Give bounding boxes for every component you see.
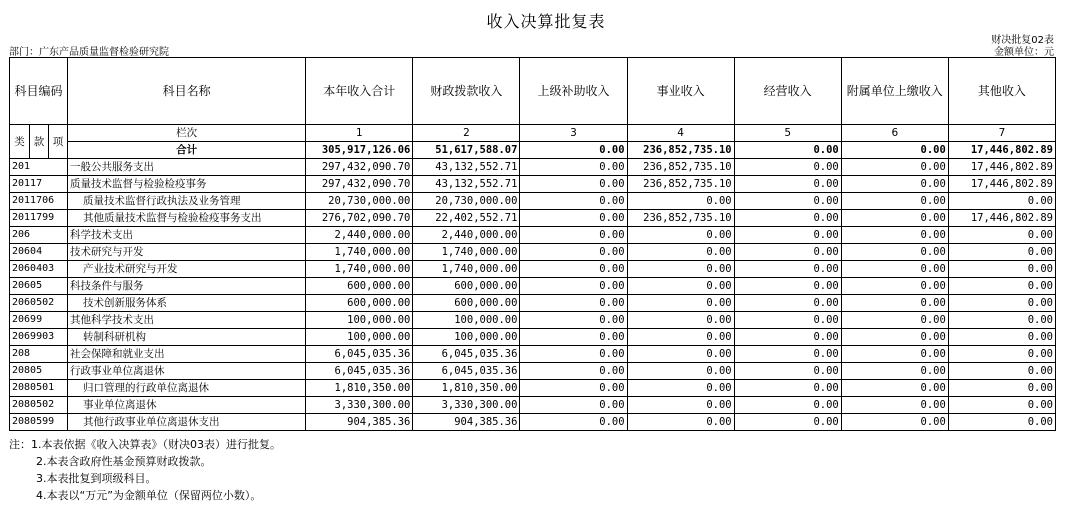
row-value: 0.00 [520, 414, 627, 431]
row-value: 236,852,735.10 [627, 210, 734, 227]
row-value: 0.00 [841, 312, 948, 329]
row-value: 0.00 [841, 363, 948, 380]
row-value: 0.00 [734, 227, 841, 244]
row-value: 0.00 [734, 380, 841, 397]
row-code: 2080501 [10, 380, 68, 397]
row-value: 20,730,000.00 [306, 193, 413, 210]
row-value: 0.00 [627, 414, 734, 431]
row-value: 904,385.36 [413, 414, 520, 431]
row-value: 0.00 [520, 312, 627, 329]
row-code: 2080502 [10, 397, 68, 414]
row-value: 0.00 [627, 312, 734, 329]
row-value: 6,045,035.36 [306, 346, 413, 363]
row-value: 100,000.00 [413, 312, 520, 329]
row-value: 0.00 [841, 176, 948, 193]
row-value: 0.00 [948, 261, 1055, 278]
colnum-3: 3 [520, 125, 627, 142]
row-code: 2080599 [10, 414, 68, 431]
row-value: 0.00 [520, 176, 627, 193]
header-xiang: 项 [49, 125, 68, 159]
row-value: 1,740,000.00 [413, 244, 520, 261]
header-col-7: 其他收入 [948, 58, 1055, 125]
row-value: 0.00 [841, 159, 948, 176]
row-name: 其他质量技术监督与检验检疫事务支出 [68, 210, 306, 227]
row-value: 43,132,552.71 [413, 176, 520, 193]
row-value: 0.00 [948, 193, 1055, 210]
row-code: 20699 [10, 312, 68, 329]
row-code: 20117 [10, 176, 68, 193]
row-value: 20,730,000.00 [413, 193, 520, 210]
header-name: 科目名称 [68, 58, 306, 125]
row-value: 43,132,552.71 [413, 159, 520, 176]
row-value: 904,385.36 [306, 414, 413, 431]
row-value: 0.00 [948, 244, 1055, 261]
row-value: 2,440,000.00 [306, 227, 413, 244]
row-value: 0.00 [841, 329, 948, 346]
department-label: 部门：广东产品质量监督检验研究院 [9, 47, 169, 58]
row-value: 236,852,735.10 [627, 176, 734, 193]
row-value: 276,702,090.70 [306, 210, 413, 227]
row-name: 科学技术支出 [68, 227, 306, 244]
row-code: 20605 [10, 278, 68, 295]
header-row [10, 58, 1056, 125]
total-value: 236,852,735.10 [627, 142, 734, 159]
row-code: 2069903 [10, 329, 68, 346]
total-value: 305,917,126.06 [306, 142, 413, 159]
row-code: 2011706 [10, 193, 68, 210]
row-value: 0.00 [520, 295, 627, 312]
row-value: 600,000.00 [306, 278, 413, 295]
table-row [10, 397, 1056, 414]
row-value: 0.00 [627, 397, 734, 414]
row-value: 0.00 [734, 210, 841, 227]
page-title: 收入决算批复表 [486, 12, 606, 31]
row-name: 转制科研机构 [68, 329, 306, 346]
footnote: 2.本表含政府性基金预算财政拨款。 [36, 455, 212, 468]
row-value: 1,740,000.00 [413, 261, 520, 278]
row-value: 0.00 [948, 329, 1055, 346]
row-value: 0.00 [948, 312, 1055, 329]
row-value: 297,432,090.70 [306, 159, 413, 176]
table-row [10, 295, 1056, 312]
row-name: 归口管理的行政单位离退休 [68, 380, 306, 397]
table-row [10, 363, 1056, 380]
row-value: 0.00 [948, 295, 1055, 312]
row-name: 其他科学技术支出 [68, 312, 306, 329]
row-value: 0.00 [734, 312, 841, 329]
row-value: 0.00 [627, 346, 734, 363]
row-value: 0.00 [734, 414, 841, 431]
row-value: 0.00 [520, 397, 627, 414]
row-value: 0.00 [948, 397, 1055, 414]
revenue-approval-table [9, 57, 1056, 431]
row-code: 20805 [10, 363, 68, 380]
row-name: 技术研究与开发 [68, 244, 306, 261]
row-value: 0.00 [734, 193, 841, 210]
header-col-3: 上级补助收入 [520, 58, 627, 125]
row-value: 0.00 [948, 227, 1055, 244]
row-value: 0.00 [841, 261, 948, 278]
row-value: 0.00 [948, 414, 1055, 431]
row-value: 0.00 [627, 329, 734, 346]
row-name: 质量技术监督与检验检疫事务 [68, 176, 306, 193]
header-col-1: 本年收入合计 [306, 58, 413, 125]
row-value: 0.00 [520, 210, 627, 227]
row-value: 17,446,802.89 [948, 176, 1055, 193]
row-value: 0.00 [841, 397, 948, 414]
row-name: 科技条件与服务 [68, 278, 306, 295]
row-value: 0.00 [734, 244, 841, 261]
row-value: 100,000.00 [306, 312, 413, 329]
row-code: 2060502 [10, 295, 68, 312]
total-value: 51,617,588.07 [413, 142, 520, 159]
row-name: 质量技术监督行政执法及业务管理 [68, 193, 306, 210]
row-value: 0.00 [734, 363, 841, 380]
table-row [10, 244, 1056, 261]
row-value: 0.00 [841, 414, 948, 431]
row-value: 0.00 [734, 159, 841, 176]
table-row [10, 312, 1056, 329]
row-code: 201 [10, 159, 68, 176]
row-value: 2,440,000.00 [413, 227, 520, 244]
row-value: 0.00 [520, 159, 627, 176]
total-value: 17,446,802.89 [948, 142, 1055, 159]
table-row [10, 193, 1056, 210]
total-label: 合计 [68, 142, 306, 159]
table-row [10, 261, 1056, 278]
row-value: 0.00 [841, 380, 948, 397]
row-value: 297,432,090.70 [306, 176, 413, 193]
row-name: 行政事业单位离退休 [68, 363, 306, 380]
row-value: 600,000.00 [413, 295, 520, 312]
row-value: 0.00 [841, 227, 948, 244]
table-row [10, 278, 1056, 295]
row-name: 一般公共服务支出 [68, 159, 306, 176]
row-value: 0.00 [841, 346, 948, 363]
row-value: 0.00 [627, 295, 734, 312]
row-code: 2011799 [10, 210, 68, 227]
row-value: 0.00 [734, 397, 841, 414]
row-code: 20604 [10, 244, 68, 261]
row-code: 208 [10, 346, 68, 363]
row-value: 0.00 [520, 363, 627, 380]
header-lei: 类 [10, 125, 30, 159]
unit-label: 金额单位：元 [994, 47, 1054, 58]
row-value: 0.00 [520, 261, 627, 278]
row-value: 22,402,552.71 [413, 210, 520, 227]
row-value: 0.00 [520, 227, 627, 244]
row-value: 0.00 [734, 261, 841, 278]
row-value: 0.00 [520, 278, 627, 295]
table-row [10, 159, 1056, 176]
row-value: 0.00 [627, 261, 734, 278]
row-value: 0.00 [734, 295, 841, 312]
row-value: 0.00 [734, 278, 841, 295]
header-code: 科目编码 [10, 58, 68, 125]
colnum-4: 4 [627, 125, 734, 142]
table-row [10, 329, 1056, 346]
row-value: 0.00 [520, 329, 627, 346]
row-value: 600,000.00 [306, 295, 413, 312]
row-value: 6,045,035.36 [413, 346, 520, 363]
footnote: 4.本表以“万元”为金额单位（保留两位小数）。 [36, 489, 262, 502]
footnotes [9, 436, 281, 504]
total-row [10, 142, 1056, 159]
table-row [10, 227, 1056, 244]
row-code: 2060403 [10, 261, 68, 278]
row-value: 0.00 [627, 193, 734, 210]
row-name: 技术创新服务体系 [68, 295, 306, 312]
row-value: 0.00 [520, 380, 627, 397]
header-col-2: 财政拨款收入 [413, 58, 520, 125]
colnum-2: 2 [413, 125, 520, 142]
header-kuan: 款 [30, 125, 49, 159]
row-value: 0.00 [841, 278, 948, 295]
row-value: 0.00 [734, 176, 841, 193]
row-value: 0.00 [627, 380, 734, 397]
row-value: 0.00 [520, 193, 627, 210]
row-value: 1,740,000.00 [306, 261, 413, 278]
row-name: 事业单位离退休 [68, 397, 306, 414]
row-value: 0.00 [520, 244, 627, 261]
row-value: 0.00 [627, 278, 734, 295]
row-value: 100,000.00 [413, 329, 520, 346]
row-value: 6,045,035.36 [306, 363, 413, 380]
row-value: 0.00 [627, 227, 734, 244]
row-value: 3,330,300.00 [413, 397, 520, 414]
colnum-6: 6 [841, 125, 948, 142]
column-number-row [10, 125, 1056, 142]
row-value: 1,740,000.00 [306, 244, 413, 261]
total-value: 0.00 [841, 142, 948, 159]
row-name: 其他行政事业单位离退休支出 [68, 414, 306, 431]
row-value: 1,810,350.00 [306, 380, 413, 397]
colnum-5: 5 [734, 125, 841, 142]
table-row [10, 210, 1056, 227]
row-value: 3,330,300.00 [306, 397, 413, 414]
colnum-7: 7 [948, 125, 1055, 142]
row-value: 0.00 [734, 329, 841, 346]
row-value: 0.00 [841, 193, 948, 210]
table-row [10, 380, 1056, 397]
row-name: 产业技术研究与开发 [68, 261, 306, 278]
total-value: 0.00 [734, 142, 841, 159]
row-value: 0.00 [520, 346, 627, 363]
row-value: 17,446,802.89 [948, 159, 1055, 176]
row-value: 1,810,350.00 [413, 380, 520, 397]
header-col-4: 事业收入 [627, 58, 734, 125]
row-value: 0.00 [948, 363, 1055, 380]
header-col-6: 附属单位上缴收入 [841, 58, 948, 125]
row-value: 0.00 [948, 380, 1055, 397]
row-value: 236,852,735.10 [627, 159, 734, 176]
row-code: 206 [10, 227, 68, 244]
row-value: 0.00 [948, 346, 1055, 363]
row-value: 0.00 [627, 363, 734, 380]
row-value: 0.00 [841, 295, 948, 312]
footnote: 3.本表批复到项级科目。 [36, 472, 157, 485]
row-value: 600,000.00 [413, 278, 520, 295]
total-value: 0.00 [520, 142, 627, 159]
row-value: 100,000.00 [306, 329, 413, 346]
table-row [10, 346, 1056, 363]
form-number: 财决批复02表 [991, 35, 1054, 46]
row-value: 6,045,035.36 [413, 363, 520, 380]
footnote: 注：1.本表依据《收入决算表》（财决03表）进行批复。 [9, 438, 281, 451]
row-value: 0.00 [948, 278, 1055, 295]
header-col-5: 经营收入 [734, 58, 841, 125]
row-value: 0.00 [841, 244, 948, 261]
header-lanci: 栏次 [68, 125, 306, 142]
table-row [10, 176, 1056, 193]
table-row [10, 414, 1056, 431]
row-name: 社会保障和就业支出 [68, 346, 306, 363]
colnum-1: 1 [306, 125, 413, 142]
row-value: 0.00 [734, 346, 841, 363]
row-value: 17,446,802.89 [948, 210, 1055, 227]
row-value: 0.00 [841, 210, 948, 227]
row-value: 0.00 [627, 244, 734, 261]
